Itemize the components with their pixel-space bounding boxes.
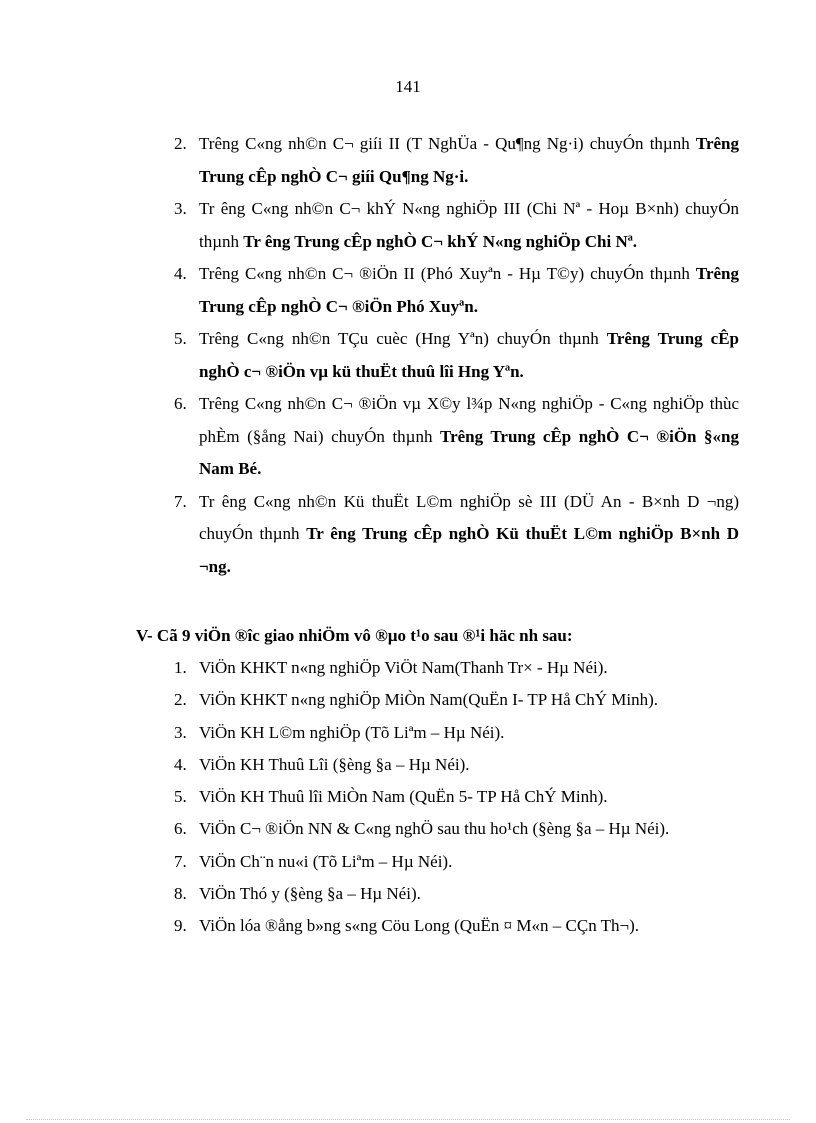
list-item <box>174 323 739 388</box>
item-number: 5. <box>174 787 187 807</box>
item-text: ViÖn lóa ®ång b»ng s«ng Cöu Long (QuËn ¤ M«n – CÇn Th¬). <box>199 916 640 936</box>
item-text: ViÖn KH Thuû Lîi (§èng §a – Hµ Néi). <box>199 754 470 774</box>
item-text: Tr êng C«ng nh©n Kü thuËt L©m nghiÖp sè III (DÜ An - B×nh D ¬ng) chuyÓn thµnh <box>199 491 739 543</box>
item-bold-text: Trêng Trung cÊp nghÒ C¬ ®iÖn §«ng Nam Bé. <box>199 426 739 478</box>
list-item <box>174 717 739 749</box>
item-number: 2. <box>174 134 187 153</box>
item-number: 7. <box>174 491 187 511</box>
list-item <box>174 258 739 323</box>
item-number: 9. <box>174 916 187 936</box>
list-item <box>174 910 739 942</box>
list-item <box>174 652 739 684</box>
item-number: 6. <box>174 394 187 413</box>
item-text: ViÖn Ch¨n nu«i (Tõ Liªm – Hµ Néi). <box>199 851 453 871</box>
item-number: 3. <box>174 722 187 742</box>
item-text: Trêng C«ng nh©n C¬ giíi II (T NghÜa - Qu¶ng Ng·i) chuyÓn thµnh <box>199 134 696 153</box>
list-item <box>174 388 739 486</box>
item-bold-text: Tr êng Trung cÊp nghÒ C¬ khÝ N«ng nghiÖp Chi Nª. <box>243 231 638 251</box>
list-item <box>174 684 739 716</box>
item-bold-text: Trêng Trung cÊp nghÒ C¬ giíi Qu¶ng Ng·i. <box>199 134 739 186</box>
item-text: Trêng C«ng nh©n TÇu cuèc (Hng Yªn) chuyÓn thµnh <box>199 329 607 348</box>
item-number: 4. <box>174 754 187 774</box>
section-heading: V- Cã 9 viÖn ®îc giao nhiÖm vô ®µo t¹o sau ®¹i häc nh sau: <box>136 626 573 645</box>
item-bold-text: Trêng Trung cÊp nghÒ c¬ ®iÖn vµ kü thuËt thuû lîi Hng Yªn. <box>199 329 740 381</box>
item-number: 2. <box>174 690 187 710</box>
list-item <box>174 813 739 845</box>
page-bottom-divider <box>26 1119 790 1120</box>
item-text: ViÖn KH Thuû lîi MiÒn Nam (QuËn 5- TP Hå ChÝ Minh). <box>199 787 608 807</box>
item-bold-text: Tr êng Trung cÊp nghÒ Kü thuËt L©m nghiÖp B×nh D ¬ng. <box>199 524 739 576</box>
list-item <box>174 781 739 813</box>
item-text: Trêng C«ng nh©n C¬ ®iÖn vµ X©y l¾p N«ng nghiÖp - C«ng nghiÖp thùc phÈm (§ång Nai) chuyÓn thµnh <box>199 394 739 446</box>
research-institute-list <box>174 652 739 943</box>
institution-conversion-list <box>174 128 739 583</box>
item-number: 4. <box>174 264 187 283</box>
item-text: ViÖn C¬ ®iÖn NN & C«ng nghÖ sau thu ho¹ch (§èng §a – Hµ Néi). <box>199 819 670 839</box>
item-text: ViÖn KH L©m nghiÖp (Tõ Liªm – Hµ Néi). <box>199 722 505 742</box>
item-bold-text: Trêng Trung cÊp nghÒ C¬ ®iÖn Phó Xuyªn. <box>199 264 739 316</box>
item-number: 5. <box>174 329 187 348</box>
item-number: 3. <box>174 199 187 218</box>
item-number: 7. <box>174 851 187 871</box>
item-number: 8. <box>174 884 187 904</box>
item-text: ViÖn KHKT n«ng nghiÖp ViÖt Nam(Thanh Tr× - Hµ Néi). <box>199 658 608 677</box>
page-number: 141 <box>395 77 421 96</box>
item-text: ViÖn KHKT n«ng nghiÖp MiÒn Nam(QuËn I- TP Hå ChÝ Minh). <box>199 690 659 710</box>
item-text: Trêng C«ng nh©n C¬ ®iÖn II (Phó Xuyªn - Hµ T©y) chuyÓn thµnh <box>199 264 696 283</box>
list-item <box>174 193 739 258</box>
list-item <box>174 878 739 910</box>
list-item <box>174 486 739 584</box>
list-item <box>174 128 739 193</box>
item-number: 1. <box>174 658 187 677</box>
list-item <box>174 846 739 878</box>
item-text: Tr êng C«ng nh©n C¬ khÝ N«ng nghiÖp III (Chi Nª - Hoµ B×nh) chuyÓn thµnh <box>199 199 739 251</box>
item-text: ViÖn Thó y (§èng §a – Hµ Néi). <box>199 884 421 904</box>
list-item <box>174 749 739 781</box>
item-number: 6. <box>174 819 187 839</box>
